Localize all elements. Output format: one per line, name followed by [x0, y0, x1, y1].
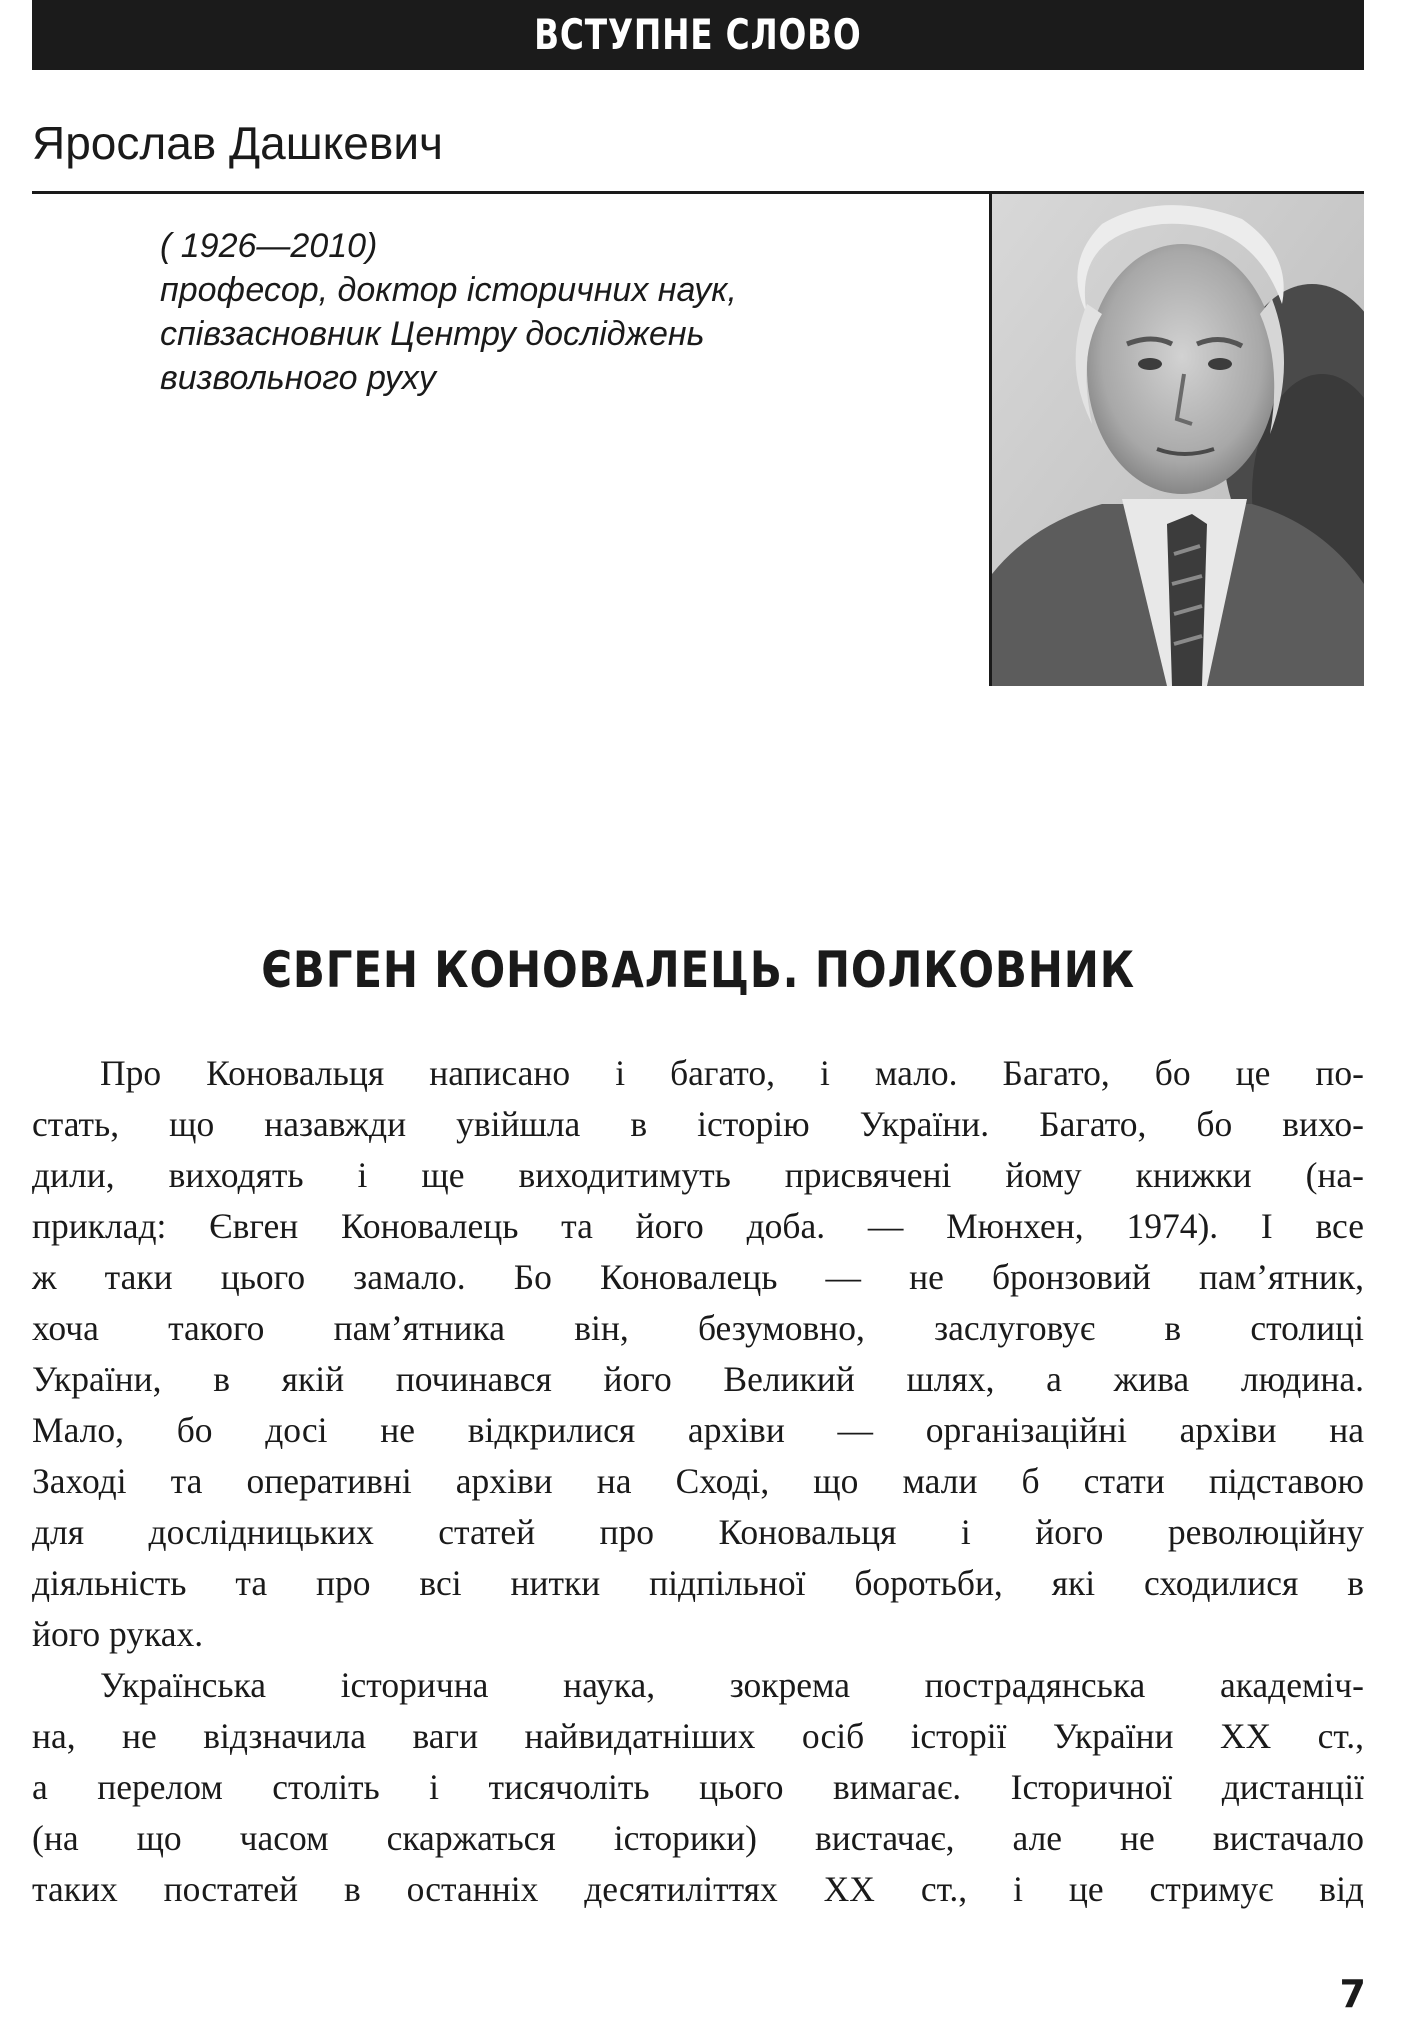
author-years: ( 1926—2010): [160, 227, 378, 265]
body-line: України, в якій починався його Великий шлях, а жива людина.: [32, 1359, 1364, 1399]
body-line: Мало, бо досі не відкрилися архіви — організаційні архіви на: [32, 1410, 1364, 1450]
section-header-bar: [32, 0, 1364, 70]
author-name: Ярослав Дашкевич: [32, 117, 443, 169]
author-bio-line: професор, доктор історичних наук,: [160, 271, 737, 309]
body-line: Українська історична наука, зокрема пострадянська академіч-: [100, 1665, 1364, 1705]
body-line: для дослідницьких статей про Коновальця і його революційну: [32, 1512, 1364, 1552]
body-line: дили, виходять і ще виходитимуть присвячені йому книжки (на-: [32, 1155, 1364, 1195]
body-line: приклад: Євген Коновалець та його доба. — Мюнхен, 1974). І все: [32, 1206, 1364, 1246]
body-line: таких постатей в останніх десятиліттях XX ст., і це стримує від: [32, 1869, 1364, 1909]
author-bio-line: визвольного руху: [160, 359, 436, 397]
author-bio-line: співзасновник Центру досліджень: [160, 315, 705, 353]
article-title: ЄВГЕН КОНОВАЛЕЦЬ. ПОЛКОВНИК: [261, 941, 1135, 999]
body-line: (на що часом скаржаться історики) вистачає, але не вистачало: [32, 1818, 1364, 1858]
body-line: стать, що назавжди увійшла в історію України. Багато, бо вихо-: [32, 1104, 1364, 1144]
article-body: [32, 1048, 1364, 1915]
body-line: а перелом століть і тисячоліть цього вимагає. Історичної дистанції: [32, 1767, 1364, 1807]
body-line: ж таки цього замало. Бо Коновалець — не бронзовий пам’ятник,: [32, 1257, 1364, 1297]
body-line: Про Коновальця написано і багато, і мало. Багато, бо це по-: [100, 1053, 1364, 1093]
section-title: ВСТУПНЕ СЛОВО: [534, 10, 862, 59]
body-line: хоча такого пам’ятника він, безумовно, заслуговує в столиці: [32, 1308, 1364, 1348]
author-portrait-photo: [992, 194, 1364, 686]
page-number: 7: [1339, 1972, 1366, 2016]
body-line: на, не відзначила ваги найвидатніших осіб історії України XX ст.,: [32, 1716, 1364, 1756]
body-line: Заході та оперативні архіви на Сході, що мали б стати підставою: [32, 1461, 1364, 1501]
body-line: діяльність та про всі нитки підпільної боротьби, які сходилися в: [32, 1563, 1364, 1603]
body-line: його руках.: [32, 1614, 204, 1654]
author-bio: [160, 224, 860, 400]
